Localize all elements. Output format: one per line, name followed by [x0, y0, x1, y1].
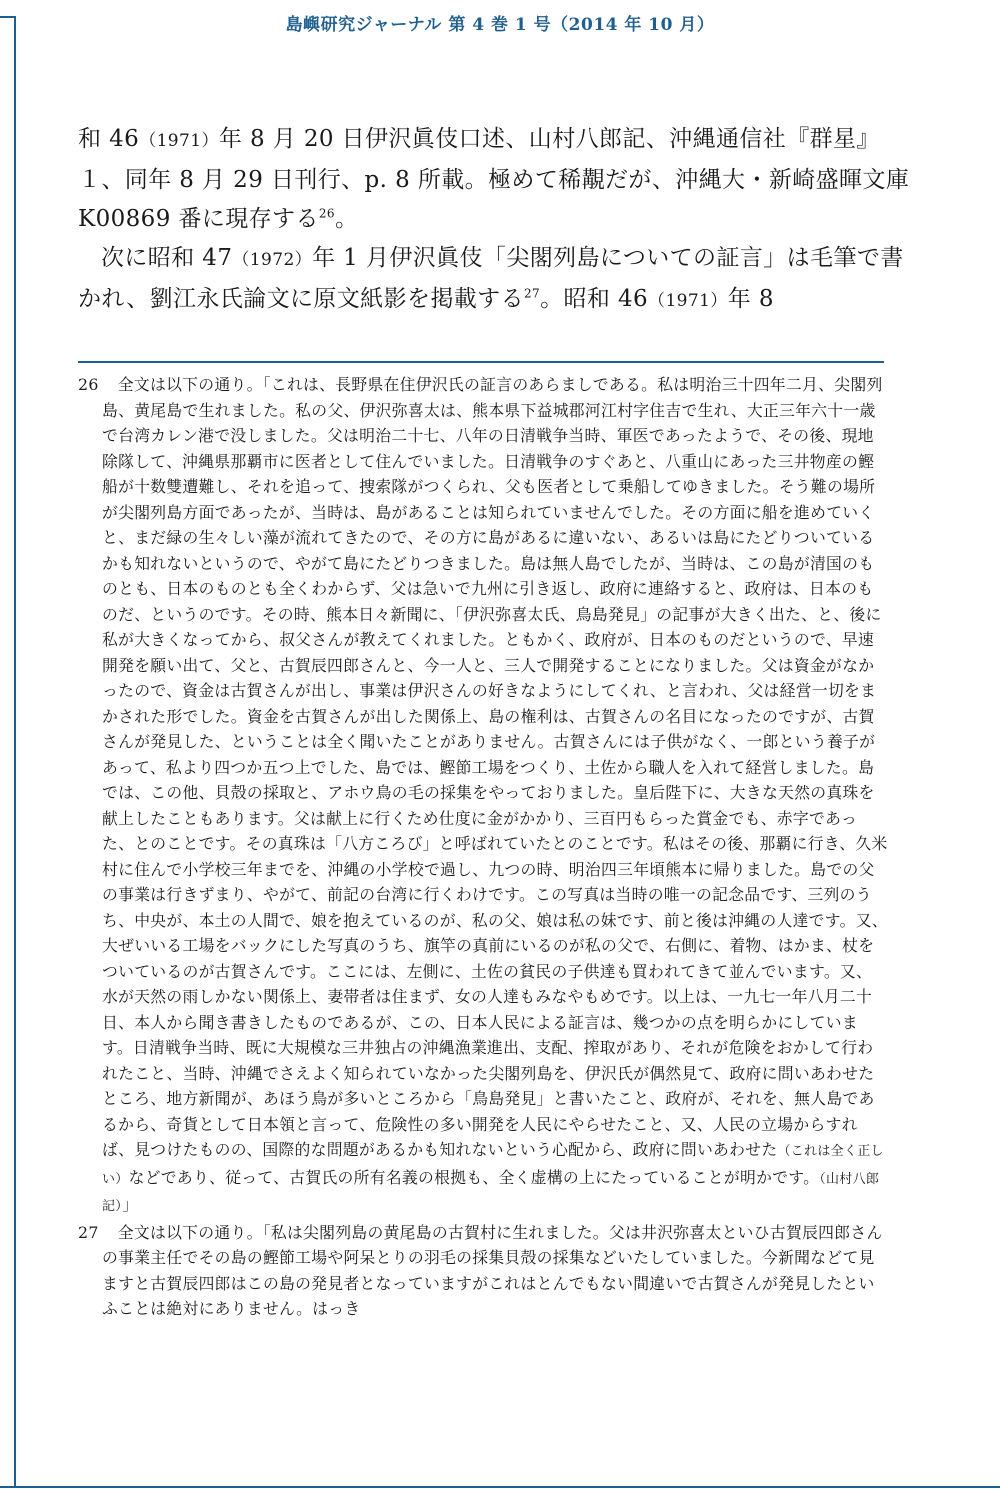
footnotes	[78, 372, 888, 1322]
footnote-text: 全文は以下の通り。「これは、長野県在住伊沢氏の証言のあらましである。私は明治三十四年二月、尖閣列島、黄尾島で生れました。私の父、伊沢弥喜太は、熊本県下益城郡河江村字住吉で生れ、大正三年六十一歳で台湾カレン港で没しました。父は明治二十七、八年の日清戦争当時、軍医であったようで、その後、現地除隊して、沖縄県那覇市に医者として住んでいました。日清戦争のすぐあと、八重山にあった三井物産の鰹船が十数雙遭難し、それを追って、捜索隊がつくられ、父も医者として乗船してゆきました。そう難の場所が尖閣列島方面であったが、当時は、島があることは知られていませんでした。その方面に船を進めていくと、まだ緑の生々しい藻が流れてきたので、その方に島があるに違いない、あるいは島にたどりついているかも知れないというので、やがて島にたどりつきました。島は無人島でしたが、当時は、この島が清国のものとも、日本のものとも全くわからず、父は急いで九州に引き返し、政府に連絡すると、政府は、日本のものだ、というのです。その時、熊本日々新聞に、「伊沢弥喜太氏、鳥島発見」の記事が大きく出た、と、後に私が大きくなってから、叔父さんが教えてくれました。ともかく、政府が、日本のものだというので、早速開発を願い出て、父と、古賀辰四郎さんと、今一人と、三人で開発することになりました。父は資金がなかったので、資金は古賀さんが出し、事業は伊沢さんの好きなようにしてくれ、と言われ、父は経営一切をまかされた形でした。資金を古賀さんが出した関係上、島の権利は、古賀さんの名目になったのですが、古賀さんが発見した、ということは全く聞いたことがありません。古賀さんには子供がなく、一郎という養子があって、私より四つか五つ上でした、島では、鰹節工場をつくり、土佐から職人を入れて経営しました。島では、この他、貝殻の採取と、アホウ鳥の毛の採集をやっておりました。皇后陛下に、大きな天然の真珠を献上したこともあります。父は献上に行くため仕度に金がかかり、三百円もらった賞金でも、赤字であった、とのことです。その真珠は「八方ころび」と呼ばれていたとのことです。私はその後、那覇に行き、久米村に住んで小学校三年までを、沖縄の小学校で過し、九つの時、明治四三年頃熊本に帰りました。島での父の事業は行きずまり、やがて、前記の台湾に行くわけです。この写真は当時の唯一の記念品です、三列のうち、中央が、本土の人間で、娘を抱えているのが、私の父、娘は私の妹です、前と後は沖縄の人達です。又、大ぜいいる工場をバックにした写真のうち、旗竿の真前にいるのが私の父で、右側に、着物、はかま、杖をついているのが古賀さんです。ここには、左側に、土佐の貧民の子供達も買われてきて並んでいます。又、水が天然の雨しかない関係上、妻帯者は住まず、女の人達もみなやもめです。以上は、一九七一年八月二十日、本人から聞き書きしたものであるが、この、日本人民による証言は、幾つかの点を明らかにしています。日清戦争当時、既に大規模な三井独占の沖縄漁業進出、支配、搾取があり、それが危険をおかして行われたこと、当時、沖縄でさえよく知られていなかった尖閣列島を、伊沢氏が偶然見て、政府に問いあわせたところ、地方新聞が、あほう鳥が多いところから「鳥島発見」と書いたこと、政府が、それを、無人島であるから、奇貨として日本領と言って、危険性の多い開発を人民にやらせたこと、又、人民の立場からすれば、見つけたものの、国際的な問題があるかも知れないという心配から、政府に問いあわせた（これは全く正しい）などであり、従って、古賀氏の所有名義の根拠も、全く虚構の上にたっていることが明かです。（山村八郎記）」	[102, 375, 888, 1214]
journal-title: 島嶼研究ジャーナル	[285, 15, 442, 35]
body-text	[78, 120, 918, 321]
issue-info: 第 4 巻 1 号（2014 年 10 月）	[448, 15, 715, 35]
footnote-text: 全文は以下の通り。「私は尖閣列島の黄尾島の古賀村に生れました。父は井沢弥喜太といひ古賀辰四郎さんの事業主任でその島の鰹節工場や阿呆とりの羽毛の採集貝殻の採集などいたしていました。今新聞などて見ますと古賀辰四郎はこの島の発見者となっていますがこれはとんでもない間違いで古賀さんが発見したといふことは絶対にありません。はっき	[102, 1222, 883, 1318]
running-header	[0, 14, 1000, 36]
footnote-ref-27[interactable]: 27	[523, 286, 541, 301]
paragraph-2: 次に昭和 47（1972）年 1 月伊沢眞伎「尖閣列島についての証言」は毛筆で書かれ、劉江永氏論文に原文紙影を掲載する$^{27}$。昭和 46（1971）年 8	[78, 245, 904, 312]
page-frame-bottom	[0, 1486, 1000, 1488]
footnote-27	[78, 1220, 888, 1322]
footnote-number: 27	[78, 1222, 99, 1242]
footnote-divider	[78, 361, 884, 363]
page-frame-left	[14, 16, 16, 1488]
paragraph-1: 和 46（1971）年 8 月 20 日伊沢眞伎口述、山村八郎記、沖縄通信社『群星』１、同年 8 月 29 日刊行、p. 8 所載。極めて稀覯だが、沖縄大・新崎盛暉文庫 K00869 番に現存する$^{26}$。	[78, 126, 910, 232]
footnote-number: 26	[78, 375, 99, 394]
footnote-26	[78, 372, 888, 1220]
footnote-ref-26[interactable]: 26	[318, 206, 335, 221]
